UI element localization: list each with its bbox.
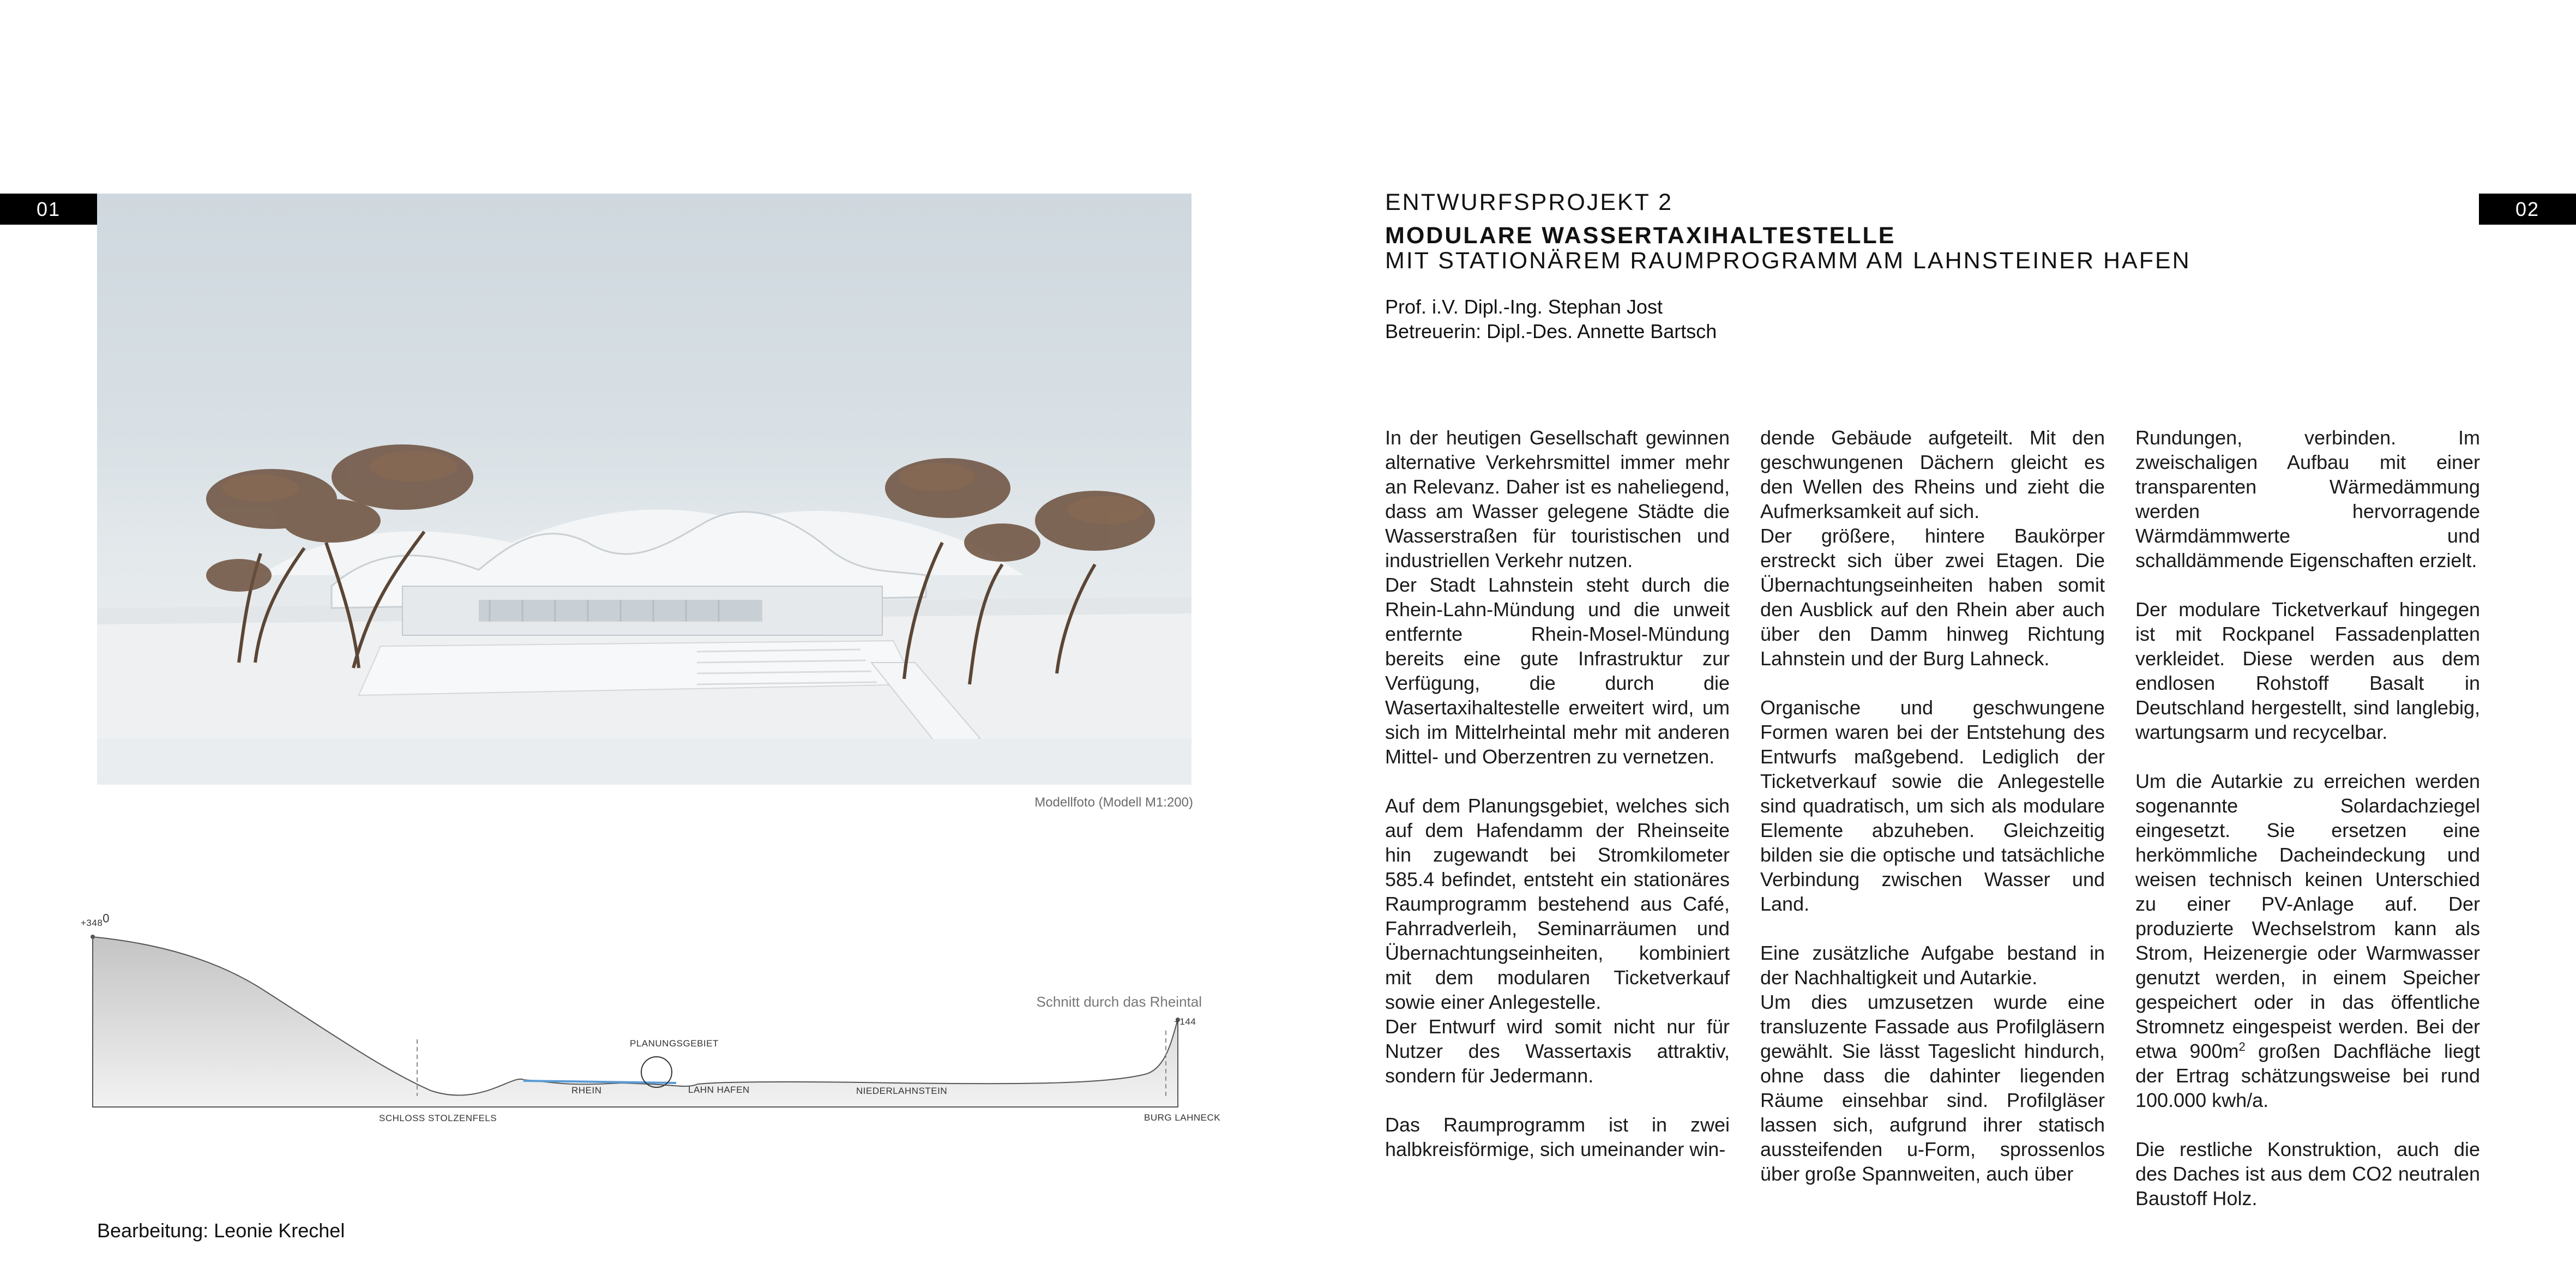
label-burg-lahneck: BURG LAHNECK <box>1144 1112 1221 1123</box>
paragraph: Eine zusätzliche Aufgabe bestand in der Nachhaltigkeit und Autarkie. <box>1760 942 2105 989</box>
paragraph: Um dies umzusetzen wurde eine transluzente Fassade aus Profilgläsern gewählt. Sie lässt Tageslicht hindurch, ohne dass die dahinter liegenden Räume einsehbar sind. Profilgläser lassen sich, aufgrund ihrer statisch aussteifenden u-Form, sprossenlos über große Spannweiten, auch über <box>1760 991 2105 1185</box>
text-column-3 <box>2135 425 2480 1211</box>
paragraph-text: Um die Autarkie zu erreichen werden sogenannte Solardachziegel eingesetzt. Sie ersetzen eine herkömmliche Dacheindeckung und weisen technisch keinen Unterschied zu einer PV-Anlage auf. Der produzierte Wechselstrom kann als Strom, Heizenergie oder Warmwasser genutzt werden, in einem Speicher gespeichert oder in das öffentliche Stromnetz eingespeist werden. Bei der etwa 900m <box>2135 770 2480 1062</box>
elevation-left-label: $+348^0$ <box>81 911 110 928</box>
paragraph: In der heutigen Gesellschaft gewinnen alternative Verkehrsmittel immer mehr an Relevanz. Daher ist es naheliegend, dass am Wasser gelegene Städte die Wasserstraßen für touristischen und industriellen Verkehr nutzen. <box>1385 426 1730 571</box>
professor-credit: Prof. i.V. Dipl.-Ing. Stephan Jost <box>1385 296 1663 318</box>
supervisor-credit: Betreuerin: Dipl.-Des. Annette Bartsch <box>1385 320 1717 342</box>
paragraph: dende Gebäude aufgeteilt. Mit den geschwungenen Dächern gleicht es den Wellen des Rheins und zieht die Aufmerksamkeit auf sich. <box>1760 426 2105 522</box>
elevation-right-label: +144 <box>1174 1016 1196 1027</box>
paragraph-text: großen Dachfläche liegt der Ertrag schätzungsweise bei rund 100.000 kwh/a. <box>2135 1040 2480 1111</box>
paragraph <box>2135 769 2480 1112</box>
label-rhein: RHEIN <box>571 1085 602 1096</box>
label-lahn-hafen: LAHN HAFEN <box>688 1085 750 1095</box>
label-niederlahnstein: NIEDERLAHNSTEIN <box>856 1086 948 1096</box>
paragraph: Der Entwurf wird somit nicht nur für Nutzer des Wassertaxis attraktiv, sondern für Jedermann. <box>1385 1015 1730 1087</box>
paragraph: Der modulare Ticketverkauf hingegen ist mit Rockpanel Fassadenplatten verkleidet. Diese werden aus dem endlosen Rohstoff Basalt in Deutschland hergestellt, sind langlebig, wartungsarm und recycelbar. <box>2135 598 2480 743</box>
paragraph: Der größere, hintere Baukörper erstreckt sich über zwei Etagen. Die Übernachtungseinheiten haben somit den Ausblick auf den Rhein aber auch über den Damm hinweg Richtung Lahnstein und der Burg Lahneck. <box>1760 525 2105 670</box>
paragraph: Das Raumprogramm ist in zwei halbkreisförmige, sich umeinander win- <box>1385 1114 1730 1160</box>
paragraph: Rundungen, verbinden. Im zweischaligen Aufbau mit einer transparenten Wärmedämmung werden hervorragende Wärmdämmwerte und schalldämmende Eigenschaften erzielt. <box>2135 426 2480 571</box>
paragraph: Organische und geschwungene Formen waren bei der Entstehung des Entwurfs maßgebend. Lediglich der Ticketverkauf sowie die Anlegestelle sind quadratisch, um sich als modulare Elemente abzuheben. Gleichzeitig bilden sie die optische und tatsächliche Verbindung zwischen Wasser und Land. <box>1760 696 2105 915</box>
project-subtitle: MIT STATIONÄREM RAUMPROGRAMM AM LAHNSTEINER HAFEN <box>1385 248 2191 274</box>
paragraph: Der Stadt Lahnstein steht durch die Rhein-Lahn-Mündung und die unweit entfernte Rhein-Mosel-Mündung bereits eine gute Infrastruktur zur Verfügung, die durch die Wasertaxihaltestelle erweitert wird, um sich im Mittelrheintal mehr mit anderen Mittel- und Oberzentren zu vernetzen. <box>1385 574 1730 768</box>
photo-caption: Modellfoto (Modell M1:200) <box>1034 795 1193 810</box>
text-column-2 <box>1760 425 2105 1186</box>
label-schloss-stolzenfels: SCHLOSS STOLZENFELS <box>379 1113 497 1123</box>
project-kicker: ENTWURFSPROJEKT 2 <box>1385 189 1674 215</box>
label-planungsgebiet: PLANUNGSGEBIET <box>630 1038 719 1049</box>
project-credits <box>1385 294 1717 344</box>
section-title: Schnitt durch das Rheintal <box>1036 994 1202 1010</box>
project-header <box>1385 188 2421 273</box>
model-photo-illustration <box>97 194 1191 785</box>
author-credit: Bearbeitung: Leonie Krechel <box>97 1219 345 1242</box>
text-column-1 <box>1385 425 1730 1161</box>
paragraph: Auf dem Planungsgebiet, welches sich auf dem Hafendamm der Rheinseite hin zugewandt bei Stromkilometer 585.4 befindet, entsteht ein stationäres Raumprogramm bestehend aus Café, Fahrradverleih, Seminarräumen und Übernachtungseinheiten, kombiniert mit dem modularen Ticketverkauf sowie einer Anlegestelle. <box>1385 795 1730 1013</box>
paragraph: Die restliche Konstruktion, auch die des Daches ist aus dem CO2 neutralen Baustoff Holz. <box>2135 1138 2480 1209</box>
section-drawing <box>76 911 1221 1140</box>
superscript: 2 <box>2238 1040 2246 1054</box>
page-number-left: 01 <box>0 194 97 225</box>
model-photo <box>97 194 1191 785</box>
project-title: MODULARE WASSERTAXIHALTESTELLE <box>1385 222 1896 249</box>
page-number-right: 02 <box>2479 194 2576 225</box>
